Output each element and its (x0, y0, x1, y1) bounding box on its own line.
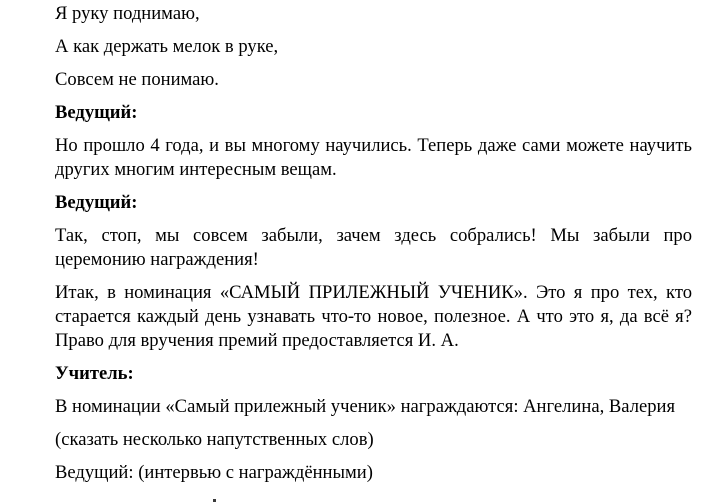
text-line: Ведущий: (интервью с награждёнными) (55, 462, 373, 483)
speech (55, 224, 692, 272)
verse-line (55, 68, 692, 92)
text-line: Ведущий: (55, 102, 138, 123)
text-line: Итак, в номинация «САМЫЙ ПРИЛЕЖНЫЙ УЧЕНИК». Это я про тех, кто (55, 282, 692, 303)
text-line: Я руку поднимаю, (55, 3, 200, 24)
text-line: Право для вручения премий предоставляется И. А. (55, 330, 459, 351)
text-line: В номинации «Самый прилежный ученик» награждаются: Ангелина, Валерия (55, 396, 676, 417)
text-line: церемонию награждения! (55, 249, 259, 270)
verse-line (55, 2, 692, 26)
text-line: Но прошло 4 года, и вы многому научились. Теперь даже сами можете научить (55, 135, 692, 156)
text-line: Так, стоп, мы совсем забыли, зачем здесь собрались! Мы забыли про (55, 225, 692, 246)
speaker-heading (55, 191, 692, 215)
speech (55, 281, 692, 353)
speech (55, 395, 692, 419)
text-line: А как держать мелок в руке, (55, 36, 279, 57)
verse-line (55, 35, 692, 59)
stage-direction (55, 428, 692, 452)
speech (55, 134, 692, 182)
text-line: других многим интересным вещам. (55, 159, 337, 180)
text-line: Учитель: (55, 363, 134, 384)
speech (55, 461, 692, 485)
text-line: (сказать несколько напутственных слов) (55, 429, 374, 450)
text-line: Совсем не понимаю. (55, 69, 219, 90)
document-text (55, 2, 692, 485)
text-line: старается каждый день узнавать что-то новое, полезное. А что это я, да всё я? (55, 306, 692, 327)
speaker-heading (55, 101, 692, 125)
speaker-heading (55, 362, 692, 386)
text-line: Ведущий: (55, 192, 138, 213)
